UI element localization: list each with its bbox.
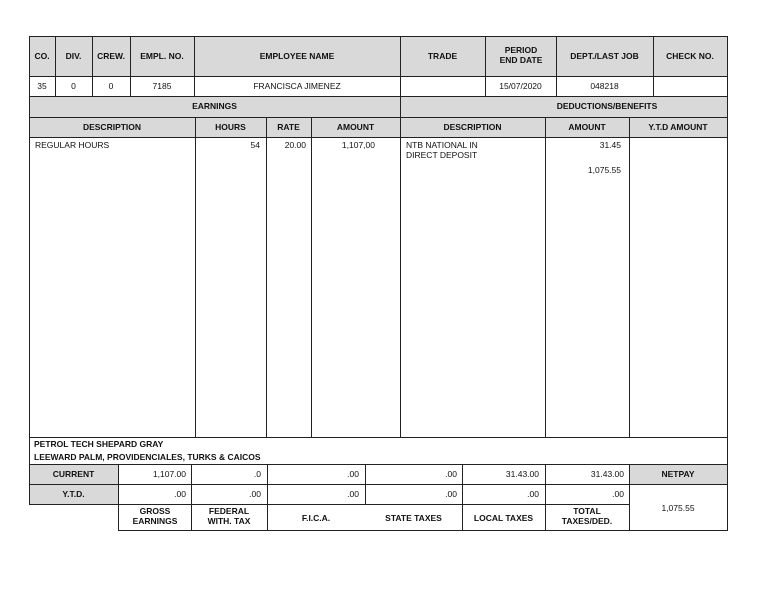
earnings-col-hours: HOURS [215, 122, 246, 132]
current-gross: 1,107.00 [152, 469, 186, 479]
footer-gross-earnings: GROSS EARNINGS [132, 506, 178, 526]
earnings-row-hours: 54 [250, 140, 260, 150]
deductions-col-ytd-amount: Y.T.D AMOUNT [648, 122, 708, 132]
rule [118, 530, 728, 531]
header-employee-name: EMPLOYEE NAME [259, 51, 335, 61]
rule [29, 117, 728, 118]
rule [400, 36, 401, 437]
employee-empl-no: 7185 [152, 81, 172, 91]
current-fica: .00 [347, 469, 359, 479]
rule [653, 36, 654, 96]
employee-dept-last-job: 048218 [590, 81, 619, 91]
footer-federal-with-tax: FEDERAL WITH. TAX [207, 506, 251, 526]
rule [29, 484, 728, 485]
rule [29, 437, 728, 438]
rule [29, 36, 728, 37]
header-period-end-date: PERIOD END DATE [499, 45, 543, 65]
ytd-federal: .00 [249, 489, 261, 499]
current-total: 31.43.00 [590, 469, 624, 479]
deductions-section-title: DEDUCTIONS/BENEFITS [556, 101, 658, 111]
rule [311, 117, 312, 437]
rule [29, 464, 728, 465]
earnings-row-amount: 1,107,00 [341, 140, 375, 150]
footer-state-taxes: STATE TAXES [385, 513, 442, 523]
earnings-row-description: REGULAR HOURS [35, 140, 110, 150]
header-crew: CREW. [97, 51, 125, 61]
employee-co: 35 [37, 81, 47, 91]
header-co: CO. [34, 51, 50, 61]
rule [195, 117, 196, 437]
earnings-row-rate: 20.00 [284, 140, 306, 150]
rule [266, 117, 267, 437]
footer-local-taxes: LOCAL TAXES [473, 513, 534, 523]
rule [29, 504, 629, 505]
ytd-fica: .00 [347, 489, 359, 499]
header-trade: TRADE [427, 51, 458, 61]
earnings-col-amount: AMOUNT [336, 122, 375, 132]
rule [29, 96, 728, 97]
employee-name: FRANCISCA JIMENEZ [253, 81, 341, 91]
footer-total-taxes-ded: TOTAL TAXES/DED. [561, 506, 613, 526]
ytd-gross: .00 [174, 489, 186, 499]
earnings-section-title: EARNINGS [192, 101, 237, 111]
rule [629, 117, 630, 437]
current-state: .00 [445, 469, 457, 479]
ytd-state: .00 [445, 489, 457, 499]
employer-name: PETROL TECH SHEPARD GRAY [34, 439, 164, 449]
employee-div: 0 [71, 81, 76, 91]
employee-crew: 0 [108, 81, 114, 91]
footer-fica: F.I.C.A. [301, 513, 331, 523]
deductions-row-amount: 1,075.55 [587, 165, 621, 175]
rule [29, 76, 728, 77]
deductions-row-description: NTB NATIONAL IN DIRECT DEPOSIT [406, 140, 478, 160]
earnings-col-rate: RATE [277, 122, 300, 132]
ytd-label: Y.T.D. [62, 489, 85, 499]
earnings-col-description: DESCRIPTION [82, 122, 142, 132]
deductions-row-amount: 31.45 [599, 140, 621, 150]
current-local: 31.43.00 [505, 469, 539, 479]
ytd-local: .00 [527, 489, 539, 499]
header-dept-last-job: DEPT./LAST JOB [570, 51, 639, 61]
deductions-col-description: DESCRIPTION [443, 122, 502, 132]
rule [29, 137, 728, 138]
netpay-label: NETPAY [661, 469, 695, 479]
header-div: DIV. [65, 51, 82, 61]
employee-period-end-date: 15/07/2020 [499, 81, 542, 91]
header-check-no: CHECK NO. [666, 51, 714, 61]
current-label: CURRENT [52, 469, 95, 479]
netpay-value: 1,075.55 [661, 503, 695, 513]
employer-address: LEEWARD PALM, PROVIDENCIALES, TURKS & CAICOS [34, 452, 261, 462]
deductions-col-amount: AMOUNT [568, 122, 606, 132]
ytd-total: .00 [612, 489, 624, 499]
header-empl-no: EMPL. NO. [140, 51, 184, 61]
current-federal: .0 [253, 469, 261, 479]
